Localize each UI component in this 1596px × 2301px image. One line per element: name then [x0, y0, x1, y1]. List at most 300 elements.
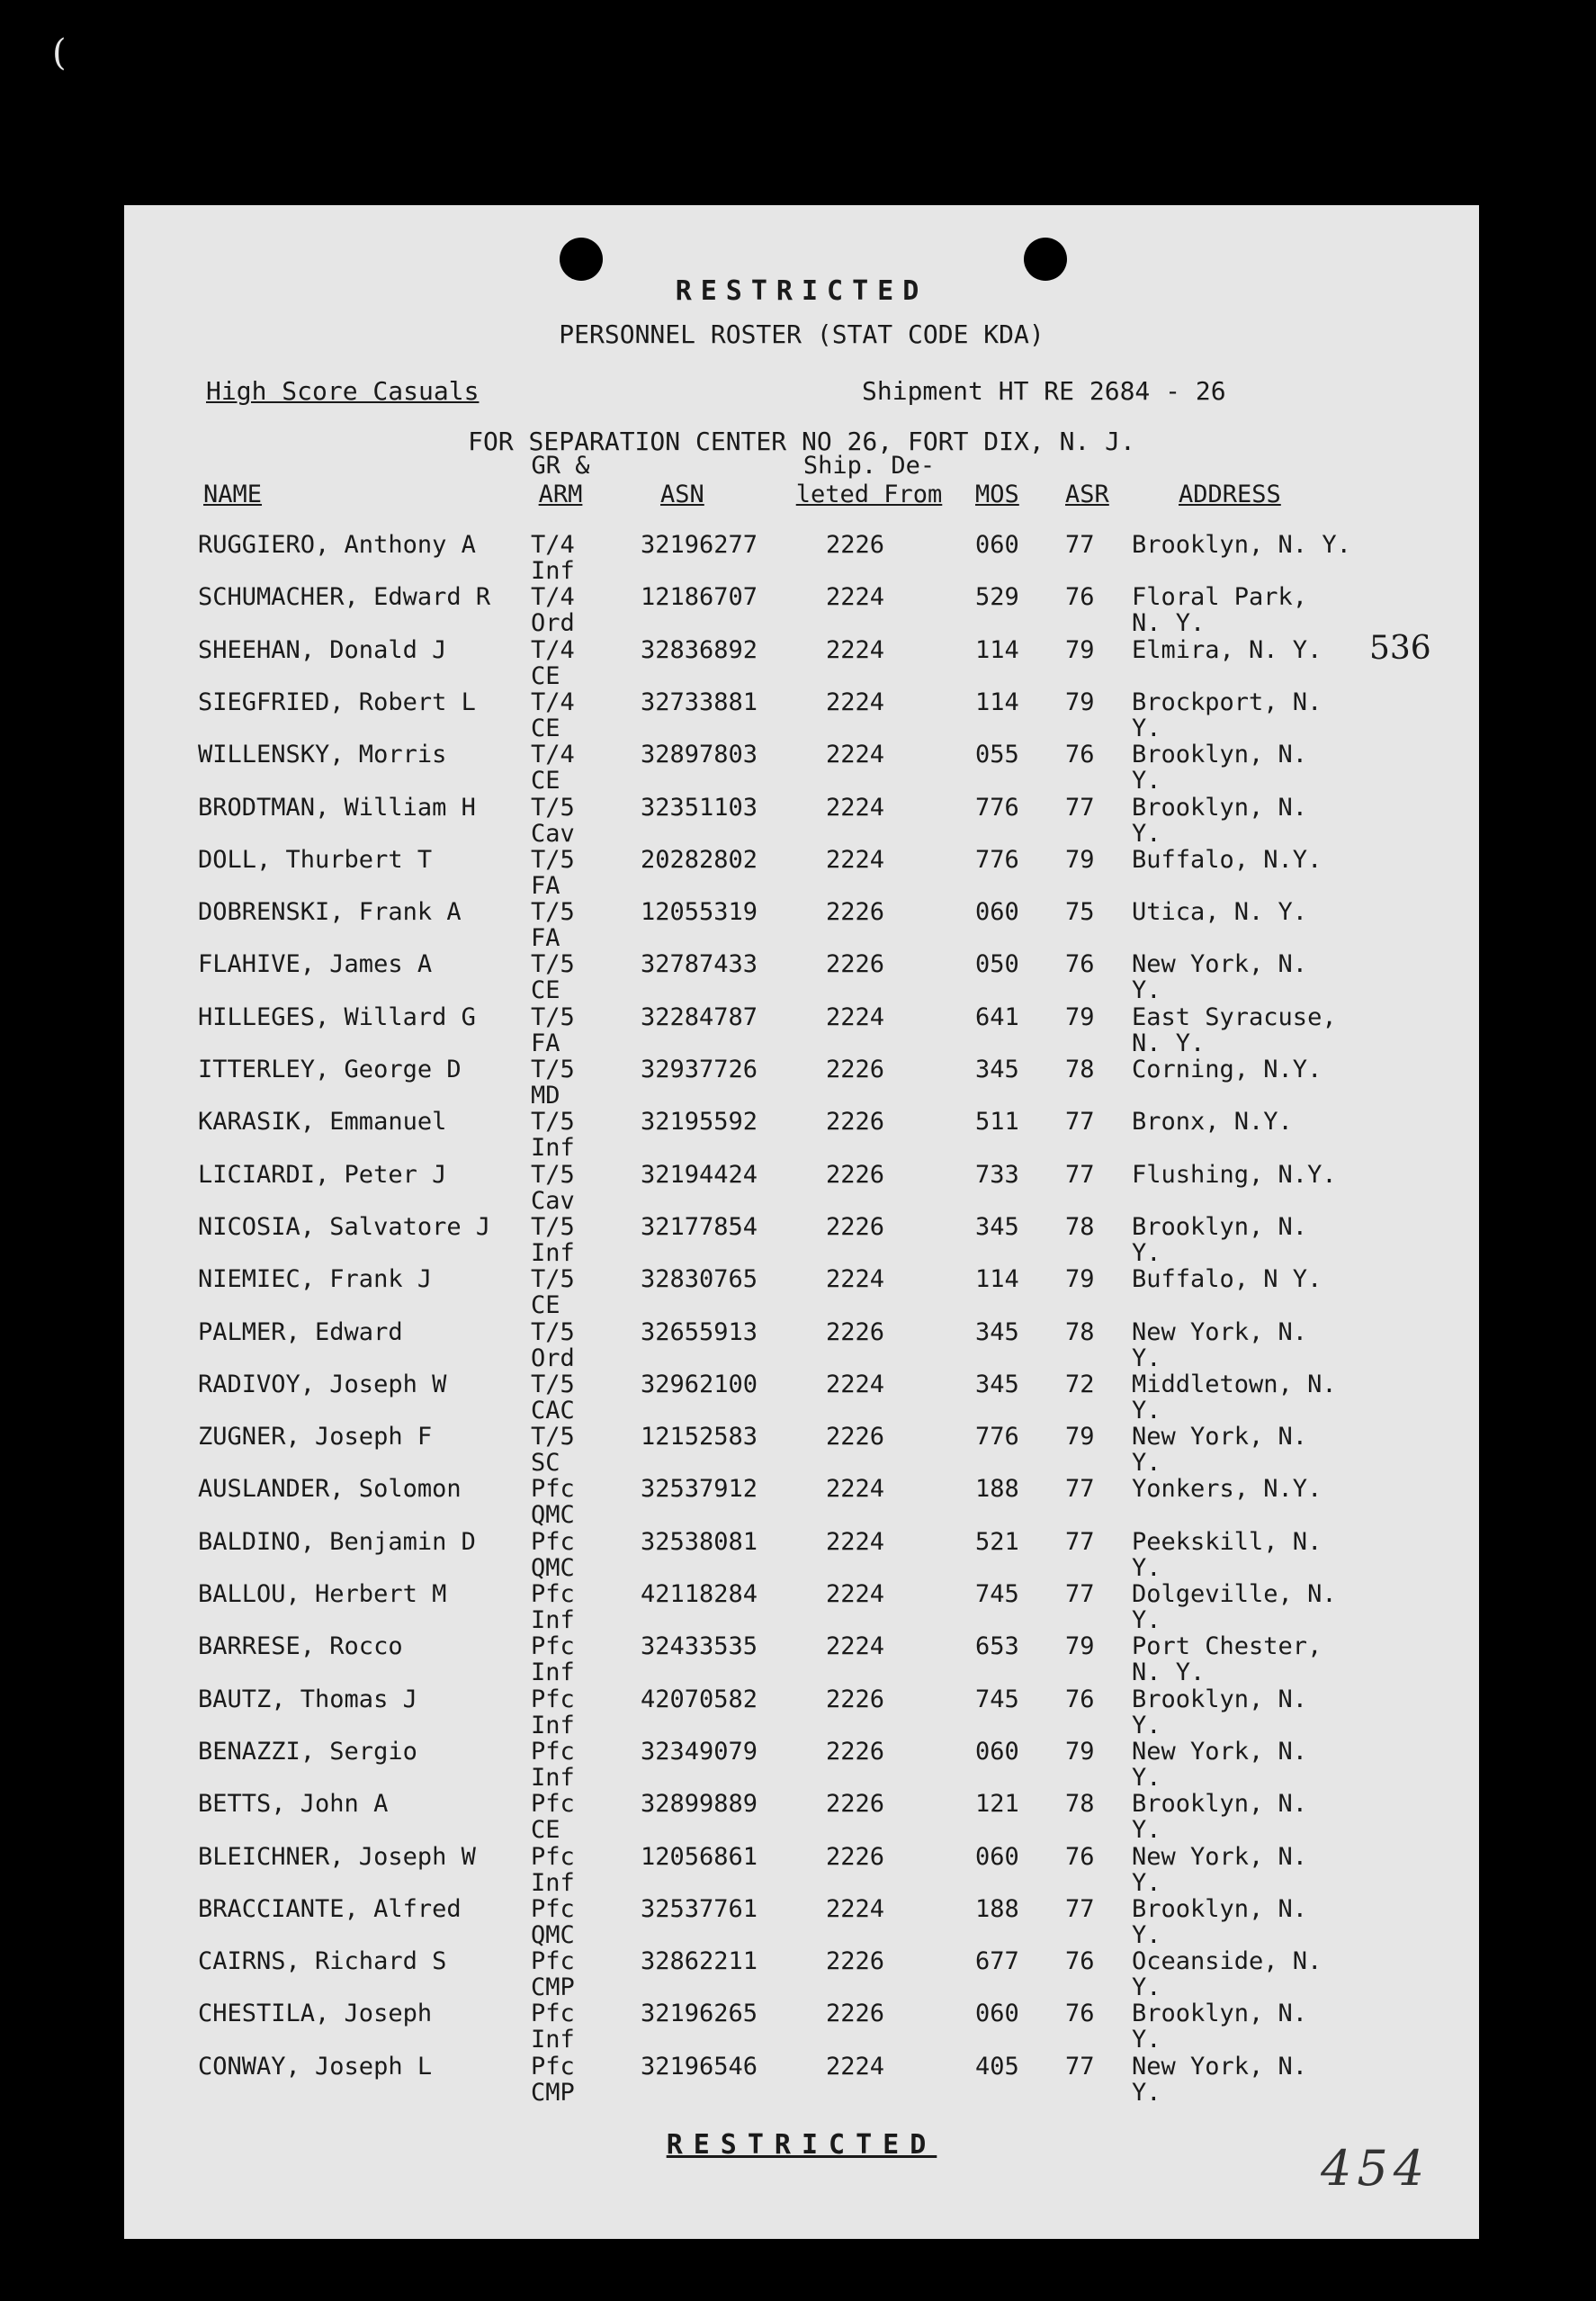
- table-row: [124, 1791, 1479, 1843]
- cell-addr1: New York, N.: [1132, 1738, 1308, 1766]
- cell-grade: Pfc: [531, 1528, 575, 1556]
- table-row: [124, 1056, 1479, 1109]
- cell-ship: 2224: [826, 1580, 885, 1608]
- cell-addr2: Y.: [1132, 1973, 1161, 2001]
- cell-addr1: New York, N.: [1132, 950, 1308, 978]
- column-header-grade: [520, 452, 601, 509]
- cell-asr: 77: [1065, 1895, 1095, 1923]
- cell-grade: Pfc: [531, 1738, 575, 1766]
- cell-mos: 060: [975, 2000, 1019, 2027]
- cell-addr1: Brooklyn, N.: [1132, 794, 1308, 822]
- cell-mos: 745: [975, 1685, 1019, 1713]
- cell-arm: CE: [531, 662, 560, 690]
- cell-mos: 114: [975, 636, 1019, 664]
- cell-asr: 79: [1065, 1265, 1095, 1293]
- cell-asn: 32655913: [641, 1318, 758, 1346]
- cell-addr1: Peekskill, N.: [1132, 1528, 1323, 1556]
- cell-addr1: Brooklyn, N.: [1132, 1895, 1308, 1923]
- cell-mos: 405: [975, 2053, 1019, 2081]
- cell-asn: 32537912: [641, 1475, 758, 1503]
- cell-addr2: Y.: [1132, 820, 1161, 848]
- cell-name: RUGGIERO, Anthony A: [198, 531, 476, 559]
- cell-asr: 78: [1065, 1790, 1095, 1818]
- cell-asn: 32733881: [641, 688, 758, 716]
- cell-name: KARASIK, Emmanuel: [198, 1108, 447, 1136]
- cell-ship: 2224: [826, 636, 885, 664]
- cell-asr: 79: [1065, 1423, 1095, 1451]
- cell-mos: 529: [975, 583, 1019, 611]
- cell-arm: CE: [531, 976, 560, 1004]
- column-header-asr: [1065, 481, 1109, 509]
- cell-addr1: Brooklyn, N.: [1132, 741, 1308, 768]
- cell-name: AUSLANDER, Solomon: [198, 1475, 462, 1503]
- cell-addr2: Y.: [1132, 1921, 1161, 1949]
- table-row: [124, 1004, 1479, 1056]
- cell-addr1: East Syracuse,: [1132, 1003, 1337, 1031]
- cell-arm: Inf: [531, 1239, 575, 1267]
- bottom-restricted-stamp: RESTRICTED: [666, 2129, 937, 2161]
- cell-asr: 77: [1065, 1580, 1095, 1608]
- table-row: [124, 1266, 1479, 1318]
- cell-ship: 2226: [826, 1213, 885, 1241]
- table-row: [124, 689, 1479, 742]
- cell-grade: Pfc: [531, 1475, 575, 1503]
- cell-grade: Pfc: [531, 1843, 575, 1871]
- cell-grade: T/5: [531, 1318, 575, 1346]
- group-label: High Score Casuals: [206, 376, 480, 406]
- table-row: [124, 1844, 1479, 1896]
- table-row: [124, 847, 1479, 899]
- cell-name: BENAZZI, Sergio: [198, 1738, 417, 1766]
- cell-addr1: Yonkers, N.Y.: [1132, 1475, 1323, 1503]
- cell-arm: MD: [531, 1082, 560, 1110]
- cell-addr1: Corning, N.Y.: [1132, 1056, 1323, 1083]
- cell-arm: Inf: [531, 1869, 575, 1897]
- cell-addr2: N. Y.: [1132, 609, 1206, 637]
- cell-addr2: Y.: [1132, 1712, 1161, 1739]
- cell-name: SIEGFRIED, Robert L: [198, 688, 476, 716]
- cell-arm: Inf: [531, 557, 575, 585]
- cell-name: PALMER, Edward: [198, 1318, 403, 1346]
- cell-arm: FA: [531, 872, 560, 900]
- table-row: [124, 1109, 1479, 1161]
- table-row: [124, 584, 1479, 636]
- cell-mos: 060: [975, 1843, 1019, 1871]
- cell-asr: 79: [1065, 1003, 1095, 1031]
- cell-ship: 2226: [826, 1318, 885, 1346]
- cell-asn: 42118284: [641, 1580, 758, 1608]
- cell-ship: 2226: [826, 1843, 885, 1871]
- cell-ship: 2224: [826, 2053, 885, 2081]
- cell-name: BLEICHNER, Joseph W: [198, 1843, 476, 1871]
- cell-mos: 050: [975, 950, 1019, 978]
- table-row: [124, 742, 1479, 794]
- punch-hole-left: [560, 238, 603, 281]
- table-row: [124, 2054, 1479, 2106]
- cell-grade: Pfc: [531, 1790, 575, 1818]
- cell-grade: T/5: [531, 1213, 575, 1241]
- cell-grade: Pfc: [531, 2053, 575, 2081]
- cell-asn: 32349079: [641, 1738, 758, 1766]
- cell-arm: SC: [531, 1449, 560, 1477]
- cell-addr1: Brooklyn, N. Y.: [1132, 531, 1351, 559]
- cell-asr: 79: [1065, 1632, 1095, 1660]
- column-name-label: NAME: [203, 481, 263, 508]
- punch-hole-right: [1024, 238, 1067, 281]
- cell-asn: 32351103: [641, 794, 758, 822]
- cell-name: BAUTZ, Thomas J: [198, 1685, 417, 1713]
- cell-asn: 32937726: [641, 1056, 758, 1083]
- cell-ship: 2226: [826, 1947, 885, 1975]
- cell-arm: FA: [531, 1029, 560, 1057]
- cell-ship: 2226: [826, 1161, 885, 1189]
- cell-asn: 32196265: [641, 2000, 758, 2027]
- cell-name: RADIVOY, Joseph W: [198, 1371, 447, 1398]
- cell-asr: 76: [1065, 583, 1095, 611]
- cell-mos: 114: [975, 1265, 1019, 1293]
- cell-name: BRODTMAN, William H: [198, 794, 476, 822]
- cell-ship: 2224: [826, 846, 885, 874]
- cell-mos: 776: [975, 1423, 1019, 1451]
- cell-asn: 20282802: [641, 846, 758, 874]
- cell-grade: T/5: [531, 1423, 575, 1451]
- cell-grade: T/5: [531, 1161, 575, 1189]
- table-row: [124, 1162, 1479, 1214]
- cell-ship: 2226: [826, 531, 885, 559]
- cell-name: HILLEGES, Willard G: [198, 1003, 476, 1031]
- cell-asn: 32962100: [641, 1371, 758, 1398]
- cell-asr: 78: [1065, 1213, 1095, 1241]
- cell-ship: 2226: [826, 1790, 885, 1818]
- cell-margin: 536: [1369, 630, 1431, 667]
- table-row: [124, 1424, 1479, 1476]
- cell-addr1: Brooklyn, N.: [1132, 2000, 1308, 2027]
- cell-mos: 188: [975, 1895, 1019, 1923]
- cell-asn: 32537761: [641, 1895, 758, 1923]
- cell-asn: 12055319: [641, 898, 758, 926]
- cell-grade: Pfc: [531, 1895, 575, 1923]
- cell-ship: 2224: [826, 741, 885, 768]
- cell-arm: Inf: [531, 1134, 575, 1162]
- cell-addr1: New York, N.: [1132, 1318, 1308, 1346]
- corner-mark: (: [52, 32, 67, 74]
- cell-arm: Inf: [531, 2026, 575, 2054]
- table-row: [124, 1686, 1479, 1739]
- cell-arm: QMC: [531, 1921, 575, 1949]
- cell-grade: T/5: [531, 950, 575, 978]
- cell-addr2: Y.: [1132, 1239, 1161, 1267]
- cell-name: DOLL, Thurbert T: [198, 846, 433, 874]
- cell-name: ITTERLEY, George D: [198, 1056, 462, 1083]
- cell-addr2: Y.: [1132, 1397, 1161, 1425]
- cell-asn: 32862211: [641, 1947, 758, 1975]
- cell-ship: 2224: [826, 1265, 885, 1293]
- cell-name: WILLENSKY, Morris: [198, 741, 447, 768]
- table-row: [124, 951, 1479, 1003]
- cell-addr2: Y.: [1132, 1816, 1161, 1844]
- cell-mos: 653: [975, 1632, 1019, 1660]
- cell-arm: Inf: [531, 1764, 575, 1792]
- cell-grade: T/4: [531, 741, 575, 768]
- cell-mos: 055: [975, 741, 1019, 768]
- cell-addr2: Y.: [1132, 715, 1161, 742]
- cell-asr: 78: [1065, 1318, 1095, 1346]
- cell-name: LICIARDI, Peter J: [198, 1161, 447, 1189]
- cell-arm: CMP: [531, 1973, 575, 2001]
- cell-ship: 2226: [826, 898, 885, 926]
- cell-name: FLAHIVE, James A: [198, 950, 433, 978]
- cell-addr2: Y.: [1132, 1344, 1161, 1372]
- cell-asr: 76: [1065, 741, 1095, 768]
- cell-grade: Pfc: [531, 1947, 575, 1975]
- cell-asn: 32836892: [641, 636, 758, 664]
- cell-addr2: Y.: [1132, 1554, 1161, 1582]
- cell-addr1: Brooklyn, N.: [1132, 1213, 1308, 1241]
- cell-mos: 345: [975, 1213, 1019, 1241]
- cell-asn: 32196277: [641, 531, 758, 559]
- cell-ship: 2224: [826, 1475, 885, 1503]
- cell-arm: CE: [531, 1816, 560, 1844]
- cell-asn: 42070582: [641, 1685, 758, 1713]
- cell-asr: 79: [1065, 688, 1095, 716]
- cell-mos: 521: [975, 1528, 1019, 1556]
- cell-addr2: N. Y.: [1132, 1658, 1206, 1686]
- cell-ship: 2224: [826, 1632, 885, 1660]
- cell-grade: T/5: [531, 846, 575, 874]
- table-row: [124, 1896, 1479, 1948]
- cell-ship: 2226: [826, 1056, 885, 1083]
- cell-asn: 12186707: [641, 583, 758, 611]
- column-address-label: ADDRESS: [1179, 481, 1281, 508]
- cell-mos: 641: [975, 1003, 1019, 1031]
- cell-asr: 77: [1065, 1161, 1095, 1189]
- roster-sheet: [124, 205, 1479, 2239]
- cell-asr: 72: [1065, 1371, 1095, 1398]
- column-header-name: [203, 481, 262, 509]
- cell-arm: Ord: [531, 1344, 575, 1372]
- cell-name: BETTS, John A: [198, 1790, 389, 1818]
- cell-asr: 77: [1065, 1528, 1095, 1556]
- cell-asn: 32899889: [641, 1790, 758, 1818]
- cell-asr: 77: [1065, 1475, 1095, 1503]
- cell-addr1: Brooklyn, N.: [1132, 1685, 1308, 1713]
- cell-asr: 77: [1065, 531, 1095, 559]
- cell-asr: 79: [1065, 636, 1095, 664]
- cell-asn: 12152583: [641, 1423, 758, 1451]
- cell-ship: 2224: [826, 1371, 885, 1398]
- cell-name: BRACCIANTE, Alfred: [198, 1895, 462, 1923]
- cell-addr1: Port Chester,: [1132, 1632, 1323, 1660]
- cell-grade: Pfc: [531, 1580, 575, 1608]
- cell-grade: T/4: [531, 531, 575, 559]
- cell-addr2: Y.: [1132, 2026, 1161, 2054]
- column-grade-label-bottom: ARM: [538, 481, 583, 508]
- cell-arm: CE: [531, 715, 560, 742]
- cell-ship: 2224: [826, 688, 885, 716]
- cell-mos: 745: [975, 1580, 1019, 1608]
- cell-addr1: Floral Park,: [1132, 583, 1308, 611]
- cell-addr2: Y.: [1132, 1449, 1161, 1477]
- table-row: [124, 630, 1479, 690]
- cell-addr2: Y.: [1132, 767, 1161, 795]
- cell-name: BALLOU, Herbert M: [198, 1580, 447, 1608]
- cell-mos: 060: [975, 1738, 1019, 1766]
- cell-addr2: Y.: [1132, 1869, 1161, 1897]
- column-grade-label-top: GR &: [531, 452, 590, 480]
- table-row: [124, 1739, 1479, 1791]
- cell-asn: 32196546: [641, 2053, 758, 2081]
- cell-addr1: Middletown, N.: [1132, 1371, 1337, 1398]
- cell-asr: 77: [1065, 794, 1095, 822]
- table-row: [124, 2000, 1479, 2053]
- shipment-label: Shipment HT RE 2684 - 26: [862, 376, 1226, 406]
- cell-addr1: New York, N.: [1132, 2053, 1308, 2081]
- cell-mos: 121: [975, 1790, 1019, 1818]
- cell-arm: Cav: [531, 820, 575, 848]
- cell-grade: T/4: [531, 636, 575, 664]
- cell-ship: 2226: [826, 1738, 885, 1766]
- cell-addr2: Y.: [1132, 1606, 1161, 1634]
- cell-grade: Pfc: [531, 1685, 575, 1713]
- roster-title: PERSONNEL ROSTER (STAT CODE KDA): [559, 319, 1045, 349]
- cell-name: CAIRNS, Richard S: [198, 1947, 447, 1975]
- cell-asr: 76: [1065, 1685, 1095, 1713]
- cell-name: DOBRENSKI, Frank A: [198, 898, 462, 926]
- cell-arm: CAC: [531, 1397, 575, 1425]
- cell-ship: 2224: [826, 583, 885, 611]
- cell-asr: 78: [1065, 1056, 1095, 1083]
- cell-arm: CE: [531, 1291, 560, 1319]
- table-row: [124, 1214, 1479, 1266]
- top-restricted-stamp: RESTRICTED: [675, 275, 928, 307]
- cell-addr1: Bronx, N.Y.: [1132, 1108, 1293, 1136]
- cell-ship: 2224: [826, 1528, 885, 1556]
- cell-addr1: New York, N.: [1132, 1423, 1308, 1451]
- cell-mos: 060: [975, 898, 1019, 926]
- column-mos-label: MOS: [975, 481, 1019, 508]
- cell-grade: T/5: [531, 1265, 575, 1293]
- table-row: [124, 1371, 1479, 1424]
- cell-addr1: Buffalo, N.Y.: [1132, 846, 1323, 874]
- cell-mos: 188: [975, 1475, 1019, 1503]
- destination-label: FOR SEPARATION CENTER NO 26, FORT DIX, N. J.: [468, 427, 1135, 456]
- cell-asn: 32830765: [641, 1265, 758, 1293]
- cell-addr1: Elmira, N. Y.: [1132, 636, 1323, 664]
- cell-addr1: New York, N.: [1132, 1843, 1308, 1871]
- cell-grade: T/4: [531, 583, 575, 611]
- cell-name: BARRESE, Rocco: [198, 1632, 403, 1660]
- cell-asr: 79: [1065, 1738, 1095, 1766]
- cell-mos: 060: [975, 531, 1019, 559]
- cell-grade: Pfc: [531, 1632, 575, 1660]
- column-asr-label: ASR: [1065, 481, 1109, 508]
- cell-ship: 2226: [826, 1423, 885, 1451]
- cell-name: CHESTILA, Joseph: [198, 2000, 433, 2027]
- cell-addr1: Utica, N. Y.: [1132, 898, 1308, 926]
- cell-mos: 511: [975, 1108, 1019, 1136]
- cell-grade: T/5: [531, 1108, 575, 1136]
- column-header-address: [1179, 481, 1281, 509]
- cell-mos: 776: [975, 846, 1019, 874]
- cell-mos: 345: [975, 1318, 1019, 1346]
- cell-arm: Inf: [531, 1606, 575, 1634]
- table-row: [124, 1529, 1479, 1581]
- cell-arm: Cav: [531, 1187, 575, 1215]
- cell-arm: QMC: [531, 1501, 575, 1529]
- cell-mos: 677: [975, 1947, 1019, 1975]
- cell-addr2: Y.: [1132, 976, 1161, 1004]
- cell-grade: T/5: [531, 1371, 575, 1398]
- cell-asr: 76: [1065, 1947, 1095, 1975]
- column-header-ship: [779, 452, 959, 509]
- cell-addr1: Oceanside, N.: [1132, 1947, 1323, 1975]
- cell-ship: 2226: [826, 950, 885, 978]
- cell-name: SCHUMACHER, Edward R: [198, 583, 491, 611]
- cell-arm: FA: [531, 924, 560, 952]
- cell-grade: T/5: [531, 794, 575, 822]
- cell-asn: 32787433: [641, 950, 758, 978]
- cell-asr: 77: [1065, 1108, 1095, 1136]
- cell-grade: T/5: [531, 1003, 575, 1031]
- cell-ship: 2224: [826, 794, 885, 822]
- cell-grade: Pfc: [531, 2000, 575, 2027]
- cell-ship: 2226: [826, 2000, 885, 2027]
- cell-addr1: Buffalo, N Y.: [1132, 1265, 1323, 1293]
- column-ship-label-bottom: leted From: [795, 481, 943, 508]
- table-row: [124, 899, 1479, 951]
- handwritten-page-number: 454: [1321, 2140, 1430, 2197]
- table-row: [124, 532, 1479, 584]
- cell-arm: Inf: [531, 1712, 575, 1739]
- cell-addr2: N. Y.: [1132, 1029, 1206, 1057]
- cell-name: ZUGNER, Joseph F: [198, 1423, 433, 1451]
- cell-name: CONWAY, Joseph L: [198, 2053, 433, 2081]
- cell-mos: 345: [975, 1056, 1019, 1083]
- cell-mos: 345: [975, 1371, 1019, 1398]
- cell-asn: 32538081: [641, 1528, 758, 1556]
- table-row: [124, 1633, 1479, 1685]
- cell-ship: 2224: [826, 1003, 885, 1031]
- cell-asr: 76: [1065, 950, 1095, 978]
- cell-asn: 32194424: [641, 1161, 758, 1189]
- cell-mos: 733: [975, 1161, 1019, 1189]
- column-ship-label-top: Ship. De-: [802, 452, 936, 480]
- cell-grade: T/5: [531, 1056, 575, 1083]
- cell-ship: 2226: [826, 1108, 885, 1136]
- cell-arm: CMP: [531, 2079, 575, 2107]
- cell-asn: 32195592: [641, 1108, 758, 1136]
- cell-name: BALDINO, Benjamin D: [198, 1528, 476, 1556]
- cell-arm: Inf: [531, 1658, 575, 1686]
- table-row: [124, 1319, 1479, 1371]
- cell-addr1: Brooklyn, N.: [1132, 1790, 1308, 1818]
- cell-mos: 114: [975, 688, 1019, 716]
- table-row: [124, 795, 1479, 847]
- cell-addr1: Brockport, N.: [1132, 688, 1323, 716]
- cell-asr: 76: [1065, 2000, 1095, 2027]
- table-row: [124, 1476, 1479, 1528]
- column-header-mos: [975, 481, 1019, 509]
- cell-arm: QMC: [531, 1554, 575, 1582]
- cell-name: NICOSIA, Salvatore J: [198, 1213, 491, 1241]
- cell-asr: 75: [1065, 898, 1095, 926]
- cell-name: NIEMIEC, Frank J: [198, 1265, 433, 1293]
- table-row: [124, 1948, 1479, 2000]
- cell-asn: 32177854: [641, 1213, 758, 1241]
- cell-addr2: Y.: [1132, 2079, 1161, 2107]
- cell-asr: 79: [1065, 846, 1095, 874]
- cell-asn: 32284787: [641, 1003, 758, 1031]
